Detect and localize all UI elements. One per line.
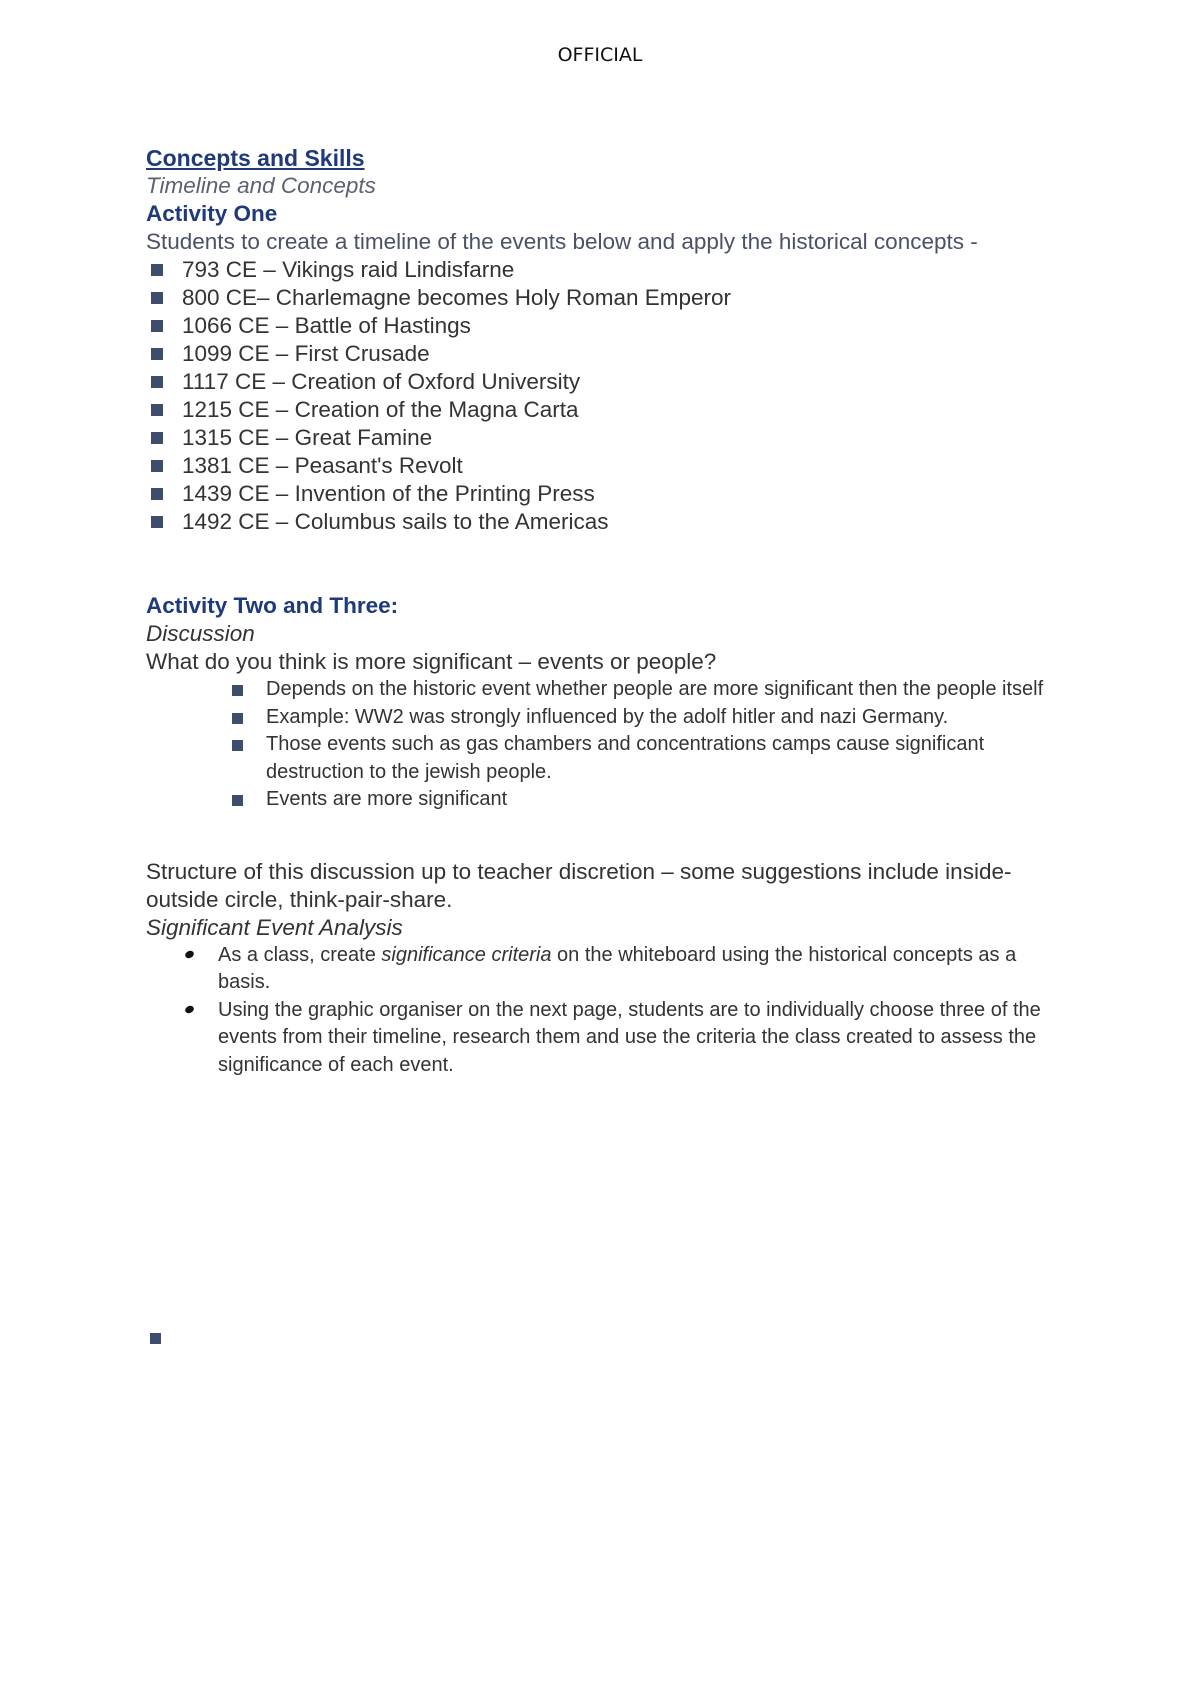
answer-text: Those events such as gas chambers and concentrations camps cause significant destruction to the jewish people. [266, 733, 985, 783]
answer-text: Events are more significant [266, 788, 508, 810]
round-bullet-icon [184, 949, 195, 959]
answer-text: Example: WW2 was strongly influenced by the adolf hitler and nazi Germany. [266, 705, 949, 728]
list-item [181, 997, 1041, 1080]
spacer [146, 536, 1086, 592]
square-bullet-icon [151, 516, 163, 528]
event-text: 1492 CE – Columbus sails to the Americas [182, 509, 609, 534]
significance-criteria-emphasis: significance criteria [381, 943, 552, 966]
square-bullet-icon [151, 376, 163, 388]
list-item [146, 452, 1086, 480]
square-bullet-icon [151, 432, 163, 444]
list-item [181, 942, 1041, 997]
square-bullet-icon [151, 320, 163, 332]
analysis-label: Significant Event Analysis [146, 914, 403, 940]
list-item [146, 480, 1086, 508]
event-text: 800 CE– Charlemagne becomes Holy Roman Emperor [182, 285, 732, 310]
round-bullet-icon [184, 1004, 195, 1014]
list-item [146, 396, 1086, 424]
event-text: 1381 CE – Peasant's Revolt [182, 453, 463, 478]
activity-one-intro: Students to create a timeline of the events below and apply the historical concepts - [146, 229, 978, 254]
analysis-text: Using the graphic organiser on the next page, students are to individually choose three of the events from their timeline, research them and use the criteria the class created to assess the significance of each event. [218, 998, 1041, 1076]
square-bullet-icon [151, 292, 163, 304]
analysis-text: on the whiteboard using the historical concepts as a basis. [218, 943, 1017, 993]
list-item [231, 731, 1071, 786]
list-item [146, 256, 1086, 284]
square-bullet-icon [151, 488, 163, 500]
discussion-question: What do you think is more significant – events or people? [146, 649, 717, 674]
document-body [146, 144, 1086, 1079]
structure-note: Structure of this discussion up to teacher discretion – some suggestions include inside-outside circle, think-pair-share. [146, 858, 1012, 912]
discussion-answer-list [231, 676, 1071, 814]
activity-one-heading: Activity One [146, 201, 278, 226]
event-text: 793 CE – Vikings raid Lindisfarne [182, 257, 515, 282]
discussion-label: Discussion [146, 621, 255, 646]
square-bullet-icon [232, 685, 243, 696]
list-item [231, 704, 1071, 732]
square-bullet-icon [232, 795, 243, 806]
list-item [146, 424, 1086, 452]
square-bullet-icon [151, 404, 163, 416]
square-bullet-icon [151, 348, 163, 360]
event-text: 1215 CE – Creation of the Magna Carta [182, 397, 579, 422]
analysis-text: As a class, create [218, 943, 382, 966]
empty-square-bullet-icon [150, 1333, 161, 1344]
activity-two-heading: Activity Two and Three: [146, 593, 399, 618]
square-bullet-icon [232, 713, 243, 724]
list-item [146, 368, 1086, 396]
list-item [231, 676, 1071, 704]
square-bullet-icon [151, 264, 163, 276]
event-text: 1439 CE – Invention of the Printing Press [182, 481, 595, 506]
answer-text: Depends on the historic event whether people are more significant then the people itself [266, 678, 1044, 700]
page-header-official: OFFICIAL [557, 44, 643, 66]
square-bullet-icon [151, 460, 163, 472]
list-item [146, 284, 1086, 312]
section-title: Concepts and Skills [146, 145, 365, 171]
list-item [146, 340, 1086, 368]
event-text: 1315 CE – Great Famine [182, 425, 433, 450]
event-text: 1099 CE – First Crusade [182, 341, 430, 366]
event-text: 1066 CE – Battle of Hastings [182, 313, 471, 338]
list-item [146, 312, 1086, 340]
event-text: 1117 CE – Creation of Oxford University [182, 369, 581, 394]
spacer [146, 814, 1086, 858]
list-item [146, 508, 1086, 536]
section-subtitle: Timeline and Concepts [146, 173, 376, 198]
timeline-event-list [146, 256, 1086, 536]
square-bullet-icon [232, 740, 243, 751]
analysis-list [181, 942, 1041, 1080]
list-item [231, 786, 1071, 814]
